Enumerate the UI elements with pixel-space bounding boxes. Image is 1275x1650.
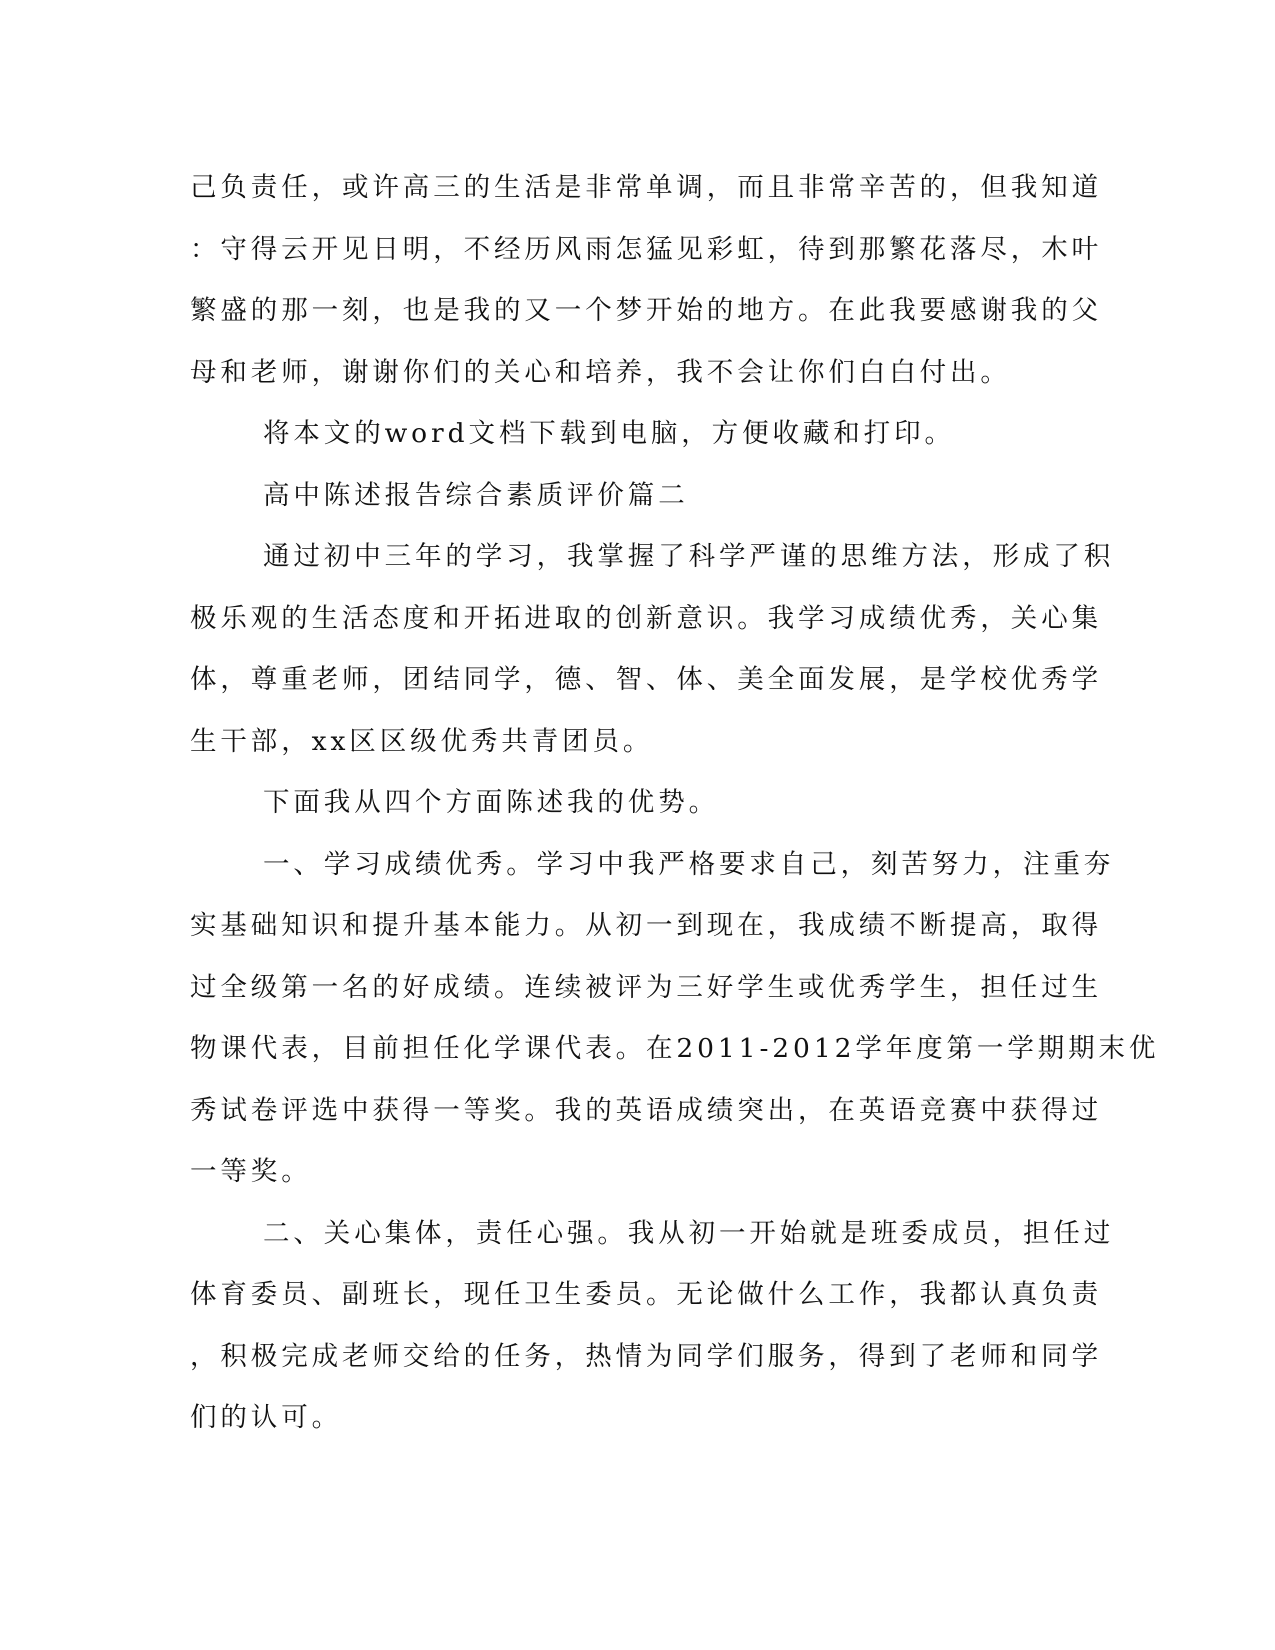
text-line: 二、关心集体，责任心强。我从初一开始就是班委成员，担任过 [263, 1217, 1115, 1249]
text-line: 极乐观的生活态度和开拓进取的创新意识。我学习成绩优秀，关心集 [190, 602, 1102, 634]
text-line: 一、学习成绩优秀。学习中我严格要求自己，刻苦努力，注重夯 [263, 848, 1115, 880]
text-line: 生干部，xx区区级优秀共青团员。 [190, 725, 654, 757]
document-body [190, 157, 1160, 1449]
text-line: 秀试卷评选中获得一等奖。我的英语成绩突出，在英语竞赛中获得过 [190, 1094, 1102, 1126]
text-line: 过全级第一名的好成绩。连续被评为三好学生或优秀学生，担任过生 [190, 971, 1102, 1003]
text-line: ：守得云开见日明，不经历风雨怎猛见彩虹，待到那繁花落尽，木叶 [190, 233, 1102, 265]
text-line: 实基础知识和提升基本能力。从初一到现在，我成绩不断提高，取得 [190, 910, 1102, 941]
text-line: 体育委员、副班长，现任卫生委员。无论做什么工作，我都认真负责 [190, 1279, 1102, 1310]
text-line: ，积极完成老师交给的任务，热情为同学们服务，得到了老师和同学 [190, 1340, 1102, 1372]
text-line: 们的认可。 [190, 1402, 342, 1433]
text-line: 通过初中三年的学习，我掌握了科学严谨的思维方法，形成了积 [263, 541, 1115, 572]
text-line: 物课代表，目前担任化学课代表。在2011-2012学年度第一学期期末优 [190, 1033, 1160, 1064]
download-note: 将本文的word文档下载到电脑，方便收藏和打印。 [263, 418, 955, 449]
text-line: 体，尊重老师，团结同学，德、智、体、美全面发展，是学校优秀学 [190, 664, 1102, 695]
text-line: 繁盛的那一刻，也是我的又一个梦开始的地方。在此我要感谢我的父 [190, 295, 1102, 326]
text-line: 己负责任，或许高三的生活是非常单调，而且非常辛苦的，但我知道 [190, 172, 1102, 203]
text-line: 母和老师，谢谢你们的关心和培养，我不会让你们白白付出。 [190, 356, 1011, 388]
text-line: 下面我从四个方面陈述我的优势。 [263, 787, 719, 818]
section-title: 高中陈述报告综合素质评价篇二 [263, 479, 689, 511]
text-line: 一等奖。 [190, 1156, 312, 1187]
